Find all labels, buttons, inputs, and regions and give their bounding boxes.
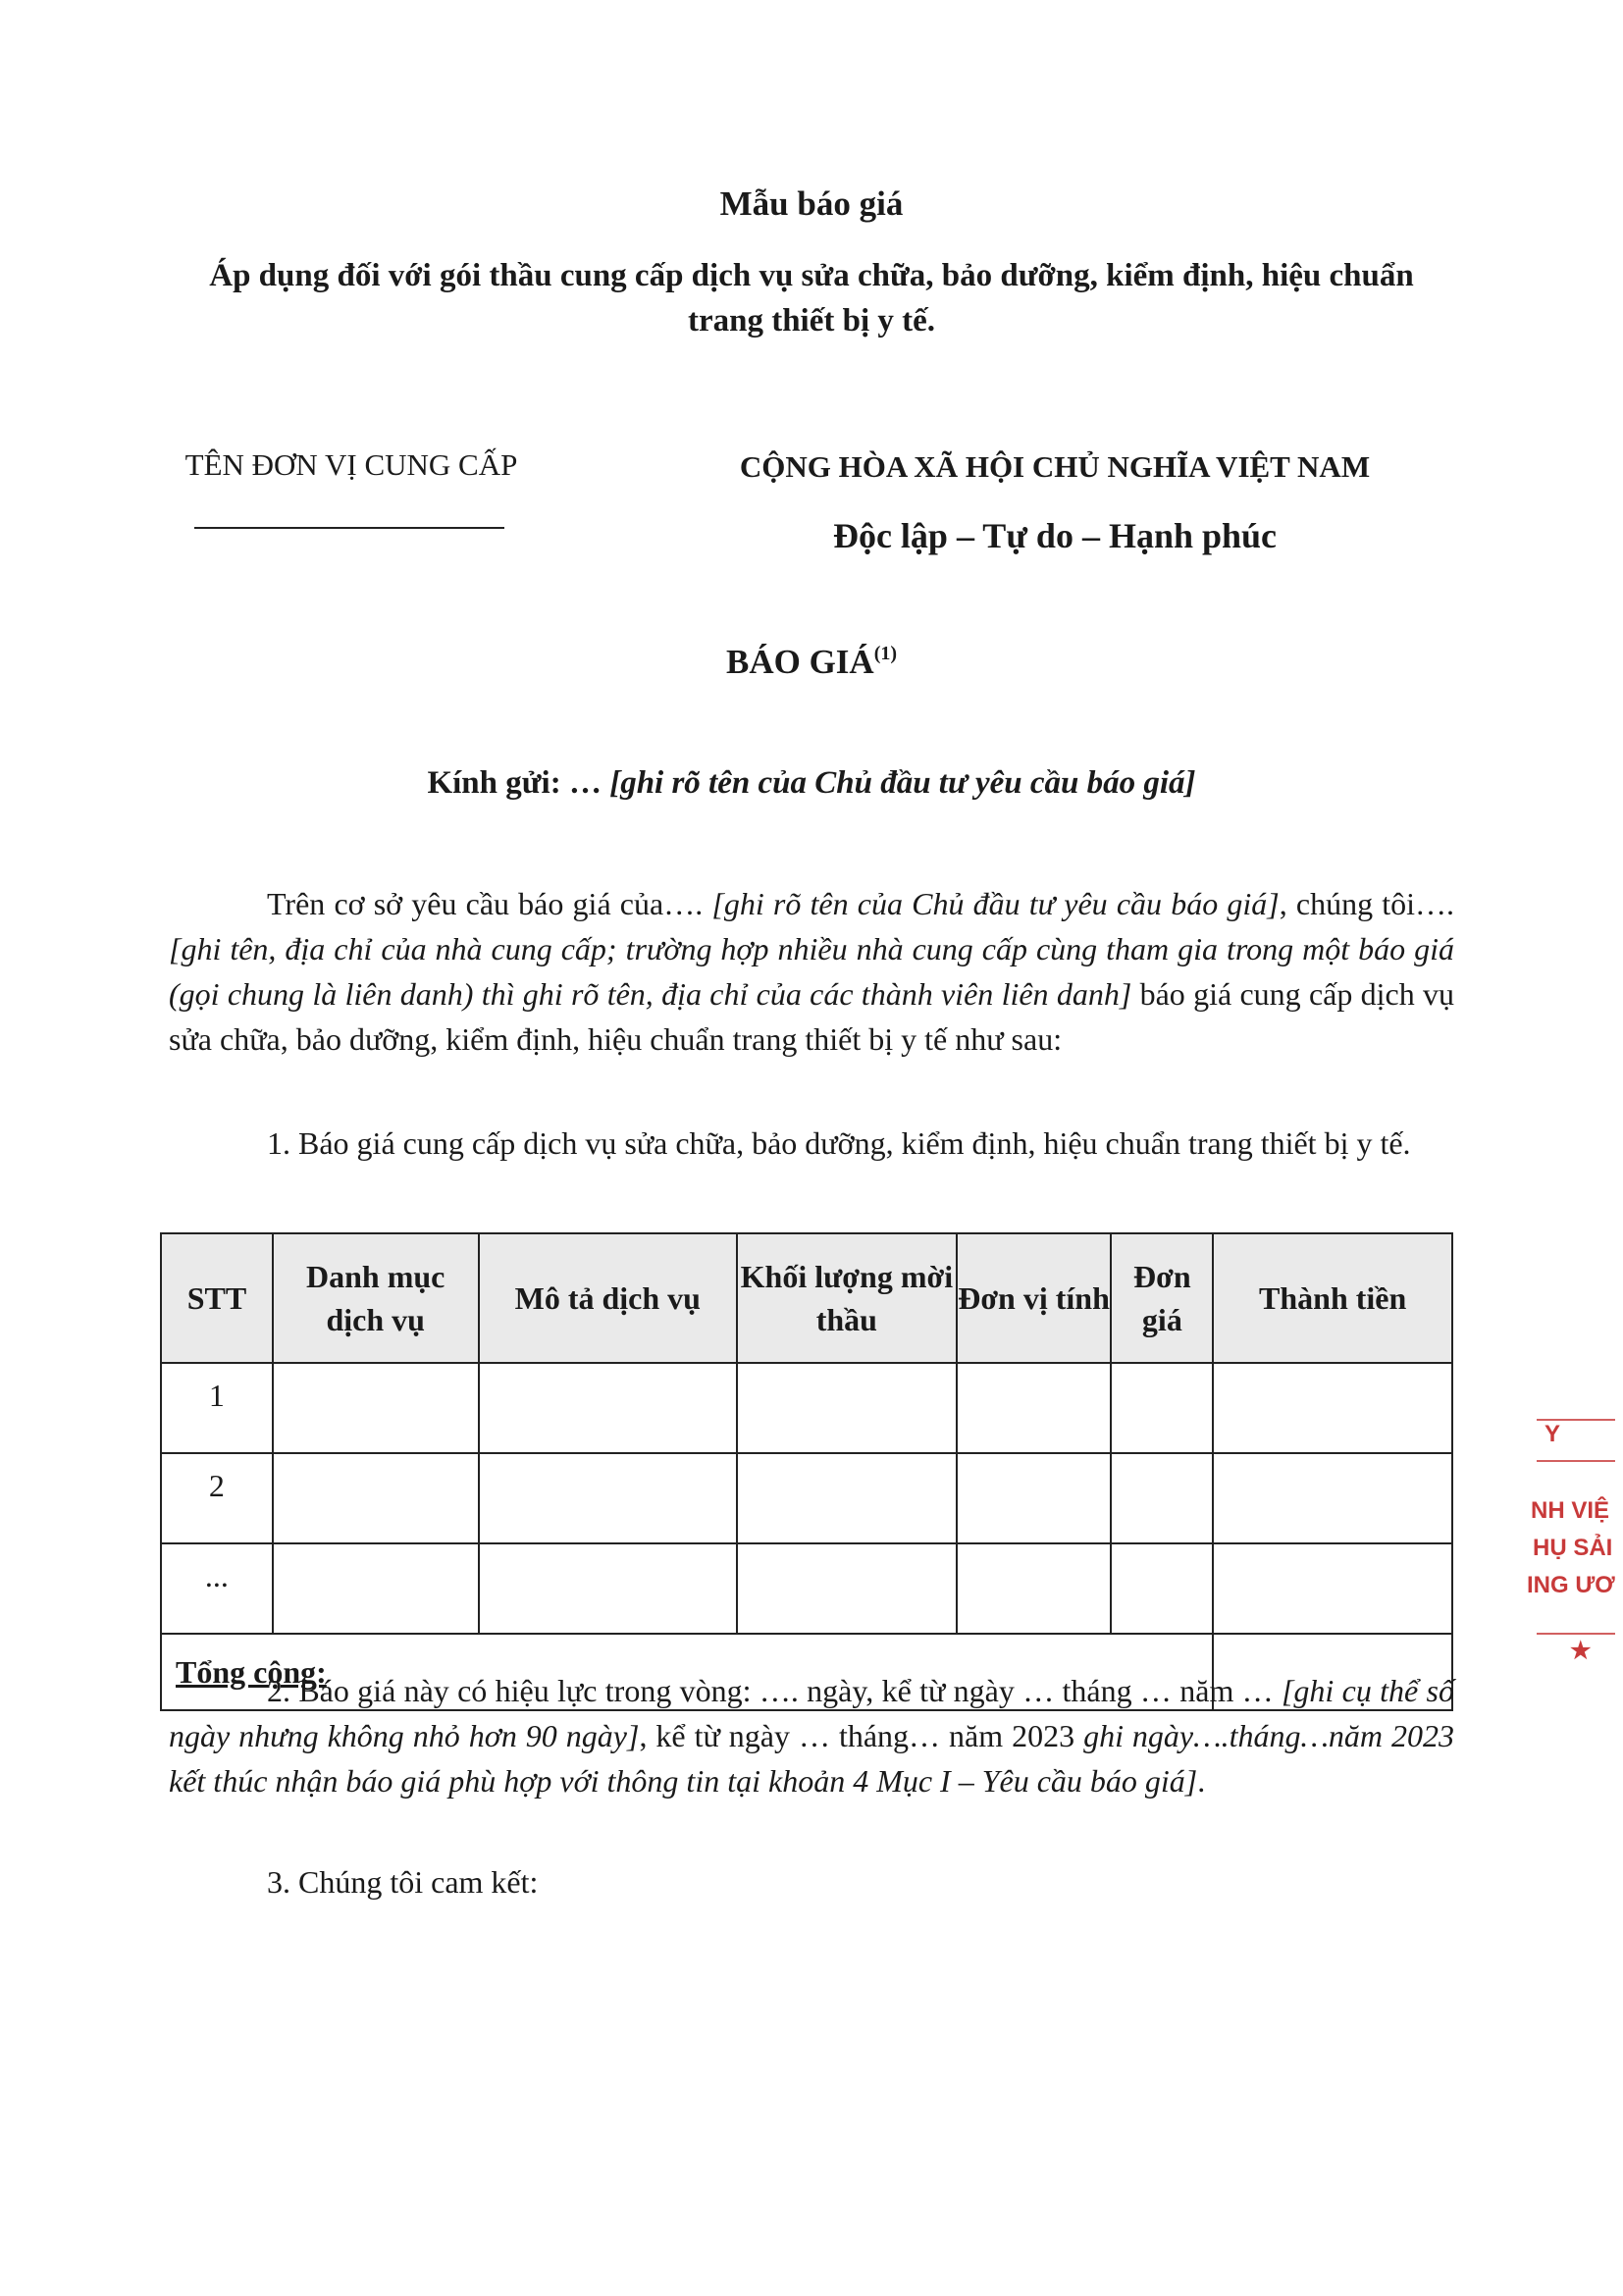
intro-placeholder-2: [ghi tên, địa chỉ của nhà cung cấp; trường hợp nhiều nhà cung cấp cùng tham gia trong một báo giá (gọi chung là liên danh) thì ghi rõ tên, địa chỉ của các thành viên liên danh]: [169, 931, 1454, 1012]
seal-text: NH VIỆ: [1531, 1497, 1610, 1524]
cell: [479, 1543, 738, 1634]
table-row: [161, 1363, 1452, 1453]
item-2-text-2: , kể từ ngày … tháng… năm 2023: [639, 1718, 1084, 1753]
cell: [273, 1453, 479, 1543]
intro-text-2: , chúng tôi….: [1279, 886, 1455, 921]
footnote-marker: (1): [873, 643, 898, 664]
addressee-prefix: Kính gửi: …: [427, 765, 602, 801]
cell: [737, 1363, 957, 1453]
intro-placeholder-1: [ghi rõ tên của Chủ đầu tư yêu cầu báo giá]: [711, 886, 1280, 921]
country-name: CỘNG HÒA XÃ HỘI CHỦ NGHĨA VIỆT NAM: [739, 449, 1371, 484]
page-subtitle: Áp dụng đối với gói thầu cung cấp dịch vụ sửa chữa, bảo dưỡng, kiểm định, hiệu chuẩn trang thiết bị y tế.: [209, 258, 1414, 339]
cell: [1111, 1453, 1213, 1543]
document-title: [0, 643, 1623, 682]
seal-text: HỤ SẢI: [1533, 1535, 1613, 1561]
cell: [273, 1543, 479, 1634]
header-danh-muc: Danh mục dịch vụ: [273, 1233, 479, 1363]
cell: [479, 1363, 738, 1453]
header-thanh-tien: Thành tiền: [1213, 1233, 1452, 1363]
table-row: [161, 1543, 1452, 1634]
intro-text-3: báo giá cung cấp dịch vụ sửa chữa, bảo dưỡng, kiểm định, hiệu chuẩn trang thiết bị y tế như sau:: [169, 976, 1455, 1057]
cell: [957, 1543, 1112, 1634]
item-3-heading: 3. Chúng tôi cam kết:: [267, 1864, 539, 1900]
cell: [737, 1453, 957, 1543]
item-2-placeholder-1: [ghi cụ thể số ngày nhưng không nhỏ hơn 90 ngày]: [169, 1673, 1455, 1753]
item-2-placeholder-2: ghi ngày….tháng…năm 2023 kết thúc nhận báo giá phù hợp với thông tin tại khoản 4 Mục I – Yêu cầu báo giá]: [169, 1718, 1455, 1799]
row-stt: 1: [161, 1363, 273, 1453]
cell: [1213, 1453, 1452, 1543]
cell: [737, 1543, 957, 1634]
item-2-text-1: 2. Báo giá này có hiệu lực trong vòng: …. ngày, kể từ ngày … tháng … năm …: [267, 1673, 1282, 1708]
cell: [1213, 1363, 1452, 1453]
addressee: [0, 765, 1623, 802]
cell: [957, 1363, 1112, 1453]
intro-paragraph: [169, 881, 1454, 1062]
cell: [1111, 1363, 1213, 1453]
intro-text-1: Trên cơ sở yêu cầu báo giá của….: [267, 886, 712, 921]
item-2-paragraph: [169, 1668, 1454, 1803]
header-stt: STT: [161, 1233, 273, 1363]
cell: [1213, 1543, 1452, 1634]
seal-star-icon: ★: [1570, 1638, 1592, 1664]
quotation-table: [160, 1232, 1453, 1711]
page-title: Mẫu báo giá: [719, 184, 904, 223]
seal-line: [1537, 1633, 1615, 1635]
document-title-text: BÁO GIÁ: [725, 643, 874, 681]
supplier-name-line: [194, 527, 504, 529]
seal-line: [1537, 1460, 1615, 1462]
item-2-text-3: .: [1197, 1763, 1206, 1799]
cell: [957, 1453, 1112, 1543]
header-don-vi: Đơn vị tính: [957, 1233, 1112, 1363]
national-motto: Độc lập – Tự do – Hạnh phúc: [832, 516, 1278, 555]
item-1-heading: 1. Báo giá cung cấp dịch vụ sửa chữa, bảo dưỡng, kiểm định, hiệu chuẩn trang thiết bị y tế.: [267, 1125, 1411, 1161]
cell: [1111, 1543, 1213, 1634]
row-stt: 2: [161, 1453, 273, 1543]
cell: [479, 1453, 738, 1543]
seal-text: ING ƯƠ: [1527, 1572, 1615, 1598]
header-don-gia: Đơn giá: [1111, 1233, 1213, 1363]
table-row: [161, 1453, 1452, 1543]
header-mo-ta: Mô tả dịch vụ: [479, 1233, 738, 1363]
row-stt: ...: [161, 1543, 273, 1634]
total-label: Tổng cộng:: [161, 1634, 1213, 1710]
supplier-label: TÊN ĐƠN VỊ CUNG CẤP: [184, 447, 518, 482]
cell: [273, 1363, 479, 1453]
seal-text: Y: [1544, 1421, 1561, 1447]
header-khoi-luong: Khối lượng mời thầu: [737, 1233, 957, 1363]
table-header-row: [161, 1233, 1452, 1363]
red-seal-fragment: [1527, 1403, 1623, 1688]
addressee-placeholder: [ghi rõ tên của Chủ đầu tư yêu cầu báo giá]: [601, 765, 1196, 801]
